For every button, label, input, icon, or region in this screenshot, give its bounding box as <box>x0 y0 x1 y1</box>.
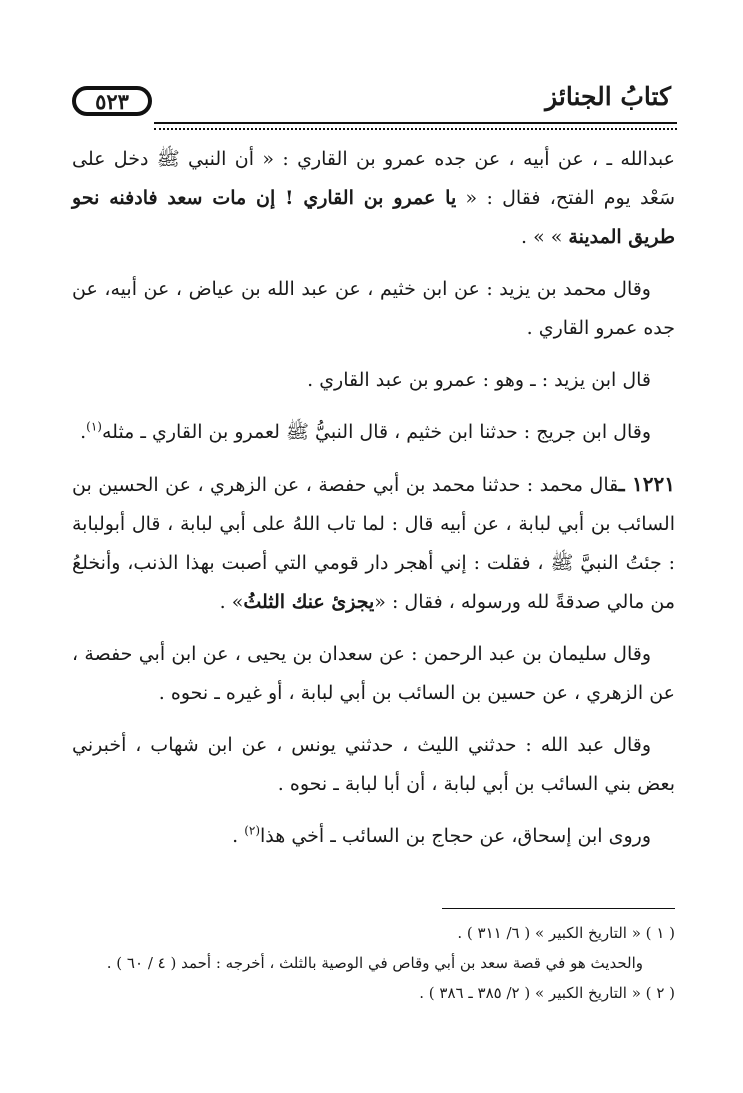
paragraph <box>72 635 675 713</box>
page-header <box>72 78 677 130</box>
paragraph-text: قال ابن يزيد : ـ وهو : عمرو بن عبد القاري . <box>307 369 651 391</box>
paragraph-tail: . <box>80 421 87 443</box>
paragraph-text: قال محمد : حدثنا محمد بن أبي حفصة ، عن الزهري ، عن الحسين بن السائب بن أبي لبابة ، عن أبيه قال : لما تاب اللهُ على أبي لبابة ، قال أبولبابة : جئتُ النبيَّ ﷺ ، فقلت : إني أهجر دار قومي التي أصبت بهذا الذنب، وأنخلعُ من مالي صدقةً لله ورسوله ، فقال : « <box>72 474 675 613</box>
paragraph <box>72 726 675 804</box>
paragraph <box>72 817 675 856</box>
hadith-number: ١٢٢١ ـ <box>618 472 675 496</box>
paragraph-text: وروى ابن إسحاق، عن حجاج بن السائب ـ أخي هذا <box>260 825 651 847</box>
paragraph-text: وقال عبد الله : حدثني الليث ، حدثني يونس ، عن ابن شهاب ، أخبرني بعض بني السائب بن أبي لبابة ، أن أبا لبابة ـ نحوه . <box>72 734 675 795</box>
paragraph <box>72 413 675 452</box>
footnote: ( ١ ) « التاريخ الكبير » ( ٦/ ٣١١ ) . <box>457 924 675 942</box>
footnote-ref[interactable]: (١) <box>86 419 102 434</box>
footnotes <box>72 918 675 1008</box>
paragraph-text: وقال سليمان بن عبد الرحمن : عن سعدان بن يحيى ، عن ابن أبي حفصة ، عن الزهري ، عن حسين بن السائب بن أبي لبابة ، أو غيره ـ نحوه . <box>72 643 675 704</box>
paragraph <box>72 270 675 348</box>
paragraph-text: عبدالله ـ ، عن أبيه ، عن جده عمرو بن القاري : « أن النبي ﷺ دخل على سَعْد يوم الفتح، فقال : « <box>72 148 675 209</box>
paragraph-tail: . <box>232 825 245 847</box>
footnote-separator <box>442 908 675 909</box>
paragraph-text: وقال محمد بن يزيد : عن ابن خثيم ، عن عبد الله بن عياض ، عن أبيه، عن جده عمرو القاري . <box>72 278 675 339</box>
paragraph-tail: » » . <box>520 226 569 248</box>
chapter-title: كتابُ الجنائز <box>545 82 671 111</box>
paragraph-text: وقال ابن جريج : حدثنا ابن خثيم ، قال النبيُّ ﷺ لعمرو بن القاري ـ مثله <box>101 421 651 443</box>
page-number: ٥٢٣ <box>72 86 152 116</box>
paragraph-tail: » . <box>219 591 244 613</box>
footnote: والحديث هو في قصة سعد بن أبي وقاص في الوصية بالثلث ، أخرجه : أحمد ( ٤ / ٦٠ ) . <box>106 954 643 972</box>
paragraph <box>72 465 675 622</box>
footnote-ref[interactable]: (٢) <box>244 823 261 838</box>
footnote: ( ٢ ) « التاريخ الكبير » ( ٢/ ٣٨٥ ـ ٣٨٦ ) . <box>419 984 675 1002</box>
header-dotted-rule <box>154 128 677 130</box>
hadith-quote: يجزئ عنك الثلثُ <box>243 591 375 613</box>
hadith-quote: يا عمرو بن القاري ! إن مات سعد فادفنه نحو طريق المدينة <box>72 187 675 248</box>
header-rule <box>154 122 677 124</box>
paragraph <box>72 140 675 257</box>
paragraph <box>72 361 675 400</box>
main-text <box>72 140 675 869</box>
